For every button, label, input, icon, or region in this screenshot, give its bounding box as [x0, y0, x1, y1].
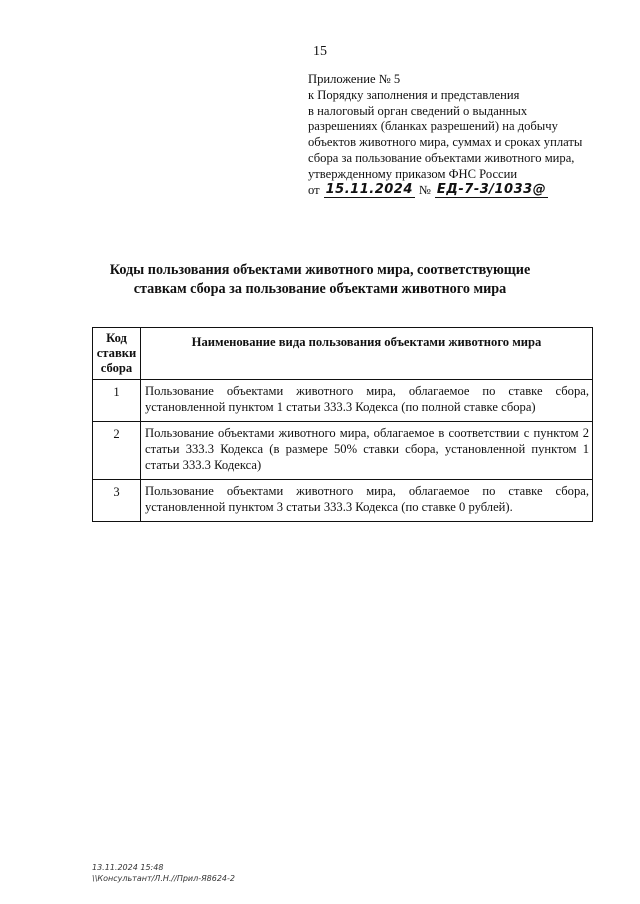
table-header-row: [93, 328, 593, 380]
table-row: [93, 380, 593, 422]
footer-stamp: [92, 862, 235, 884]
table-row: [93, 422, 593, 480]
row-code: 1: [93, 380, 141, 422]
footer-timestamp: 13.11.2024 15:48: [92, 863, 164, 872]
appendix-line: в налоговый орган сведений о выданных: [308, 103, 528, 118]
header-name: Наименование вида пользования объектами животного мира: [141, 328, 593, 380]
number-label: №: [418, 182, 431, 197]
table-row: [93, 480, 593, 522]
from-label: от: [308, 182, 320, 197]
document-title: [60, 261, 580, 299]
order-number: ЕД-7-3/1033@: [436, 182, 547, 198]
appendix-line: утвержденному приказом ФНС России: [308, 166, 518, 181]
header-code: Код ставки сбора: [93, 328, 141, 380]
appendix-line: Приложение № 5: [308, 72, 401, 86]
row-name: Пользование объектами животного мира, облагаемое по ставке сбора, установленной пунктом 3 статьи 333.3 Кодекса (по ставке 0 рублей).: [141, 480, 593, 522]
title-line-2: ставкам сбора за пользование объектами животного мира: [133, 281, 507, 297]
title-line-1: Коды пользования объектами животного мира, соответствующие: [109, 262, 531, 278]
appendix-line: сбора за пользование объектами животного мира,: [308, 150, 575, 165]
page-number: 15: [313, 44, 327, 59]
footer-path: \\Консультант/Л.Н.//Прил-Я8624-2: [92, 874, 235, 883]
appendix-line: разрешениях (бланках разрешений) на добычу: [308, 119, 558, 134]
row-code: 3: [93, 480, 141, 522]
appendix-line: объектов животного мира, суммах и сроках уплаты: [308, 135, 583, 150]
codes-table: [92, 327, 593, 522]
row-code: 2: [93, 422, 141, 480]
order-date: 15.11.2024: [325, 182, 413, 198]
appendix-line: к Порядку заполнения и представления: [308, 87, 520, 102]
row-name: Пользование объектами животного мира, облагаемое в соответствии с пунктом 2 статьи 333.3 Кодекса (в размере 50% ставки сбора, установленной пунктом 1 статьи 333.3 Кодекса): [141, 422, 593, 480]
row-name: Пользование объектами животного мира, облагаемое по ставке сбора, установленной пунктом 1 статьи 333.3 Кодекса (по полной ставке сбора): [141, 380, 593, 422]
order-reference: [308, 183, 608, 199]
appendix-block: [308, 72, 608, 198]
